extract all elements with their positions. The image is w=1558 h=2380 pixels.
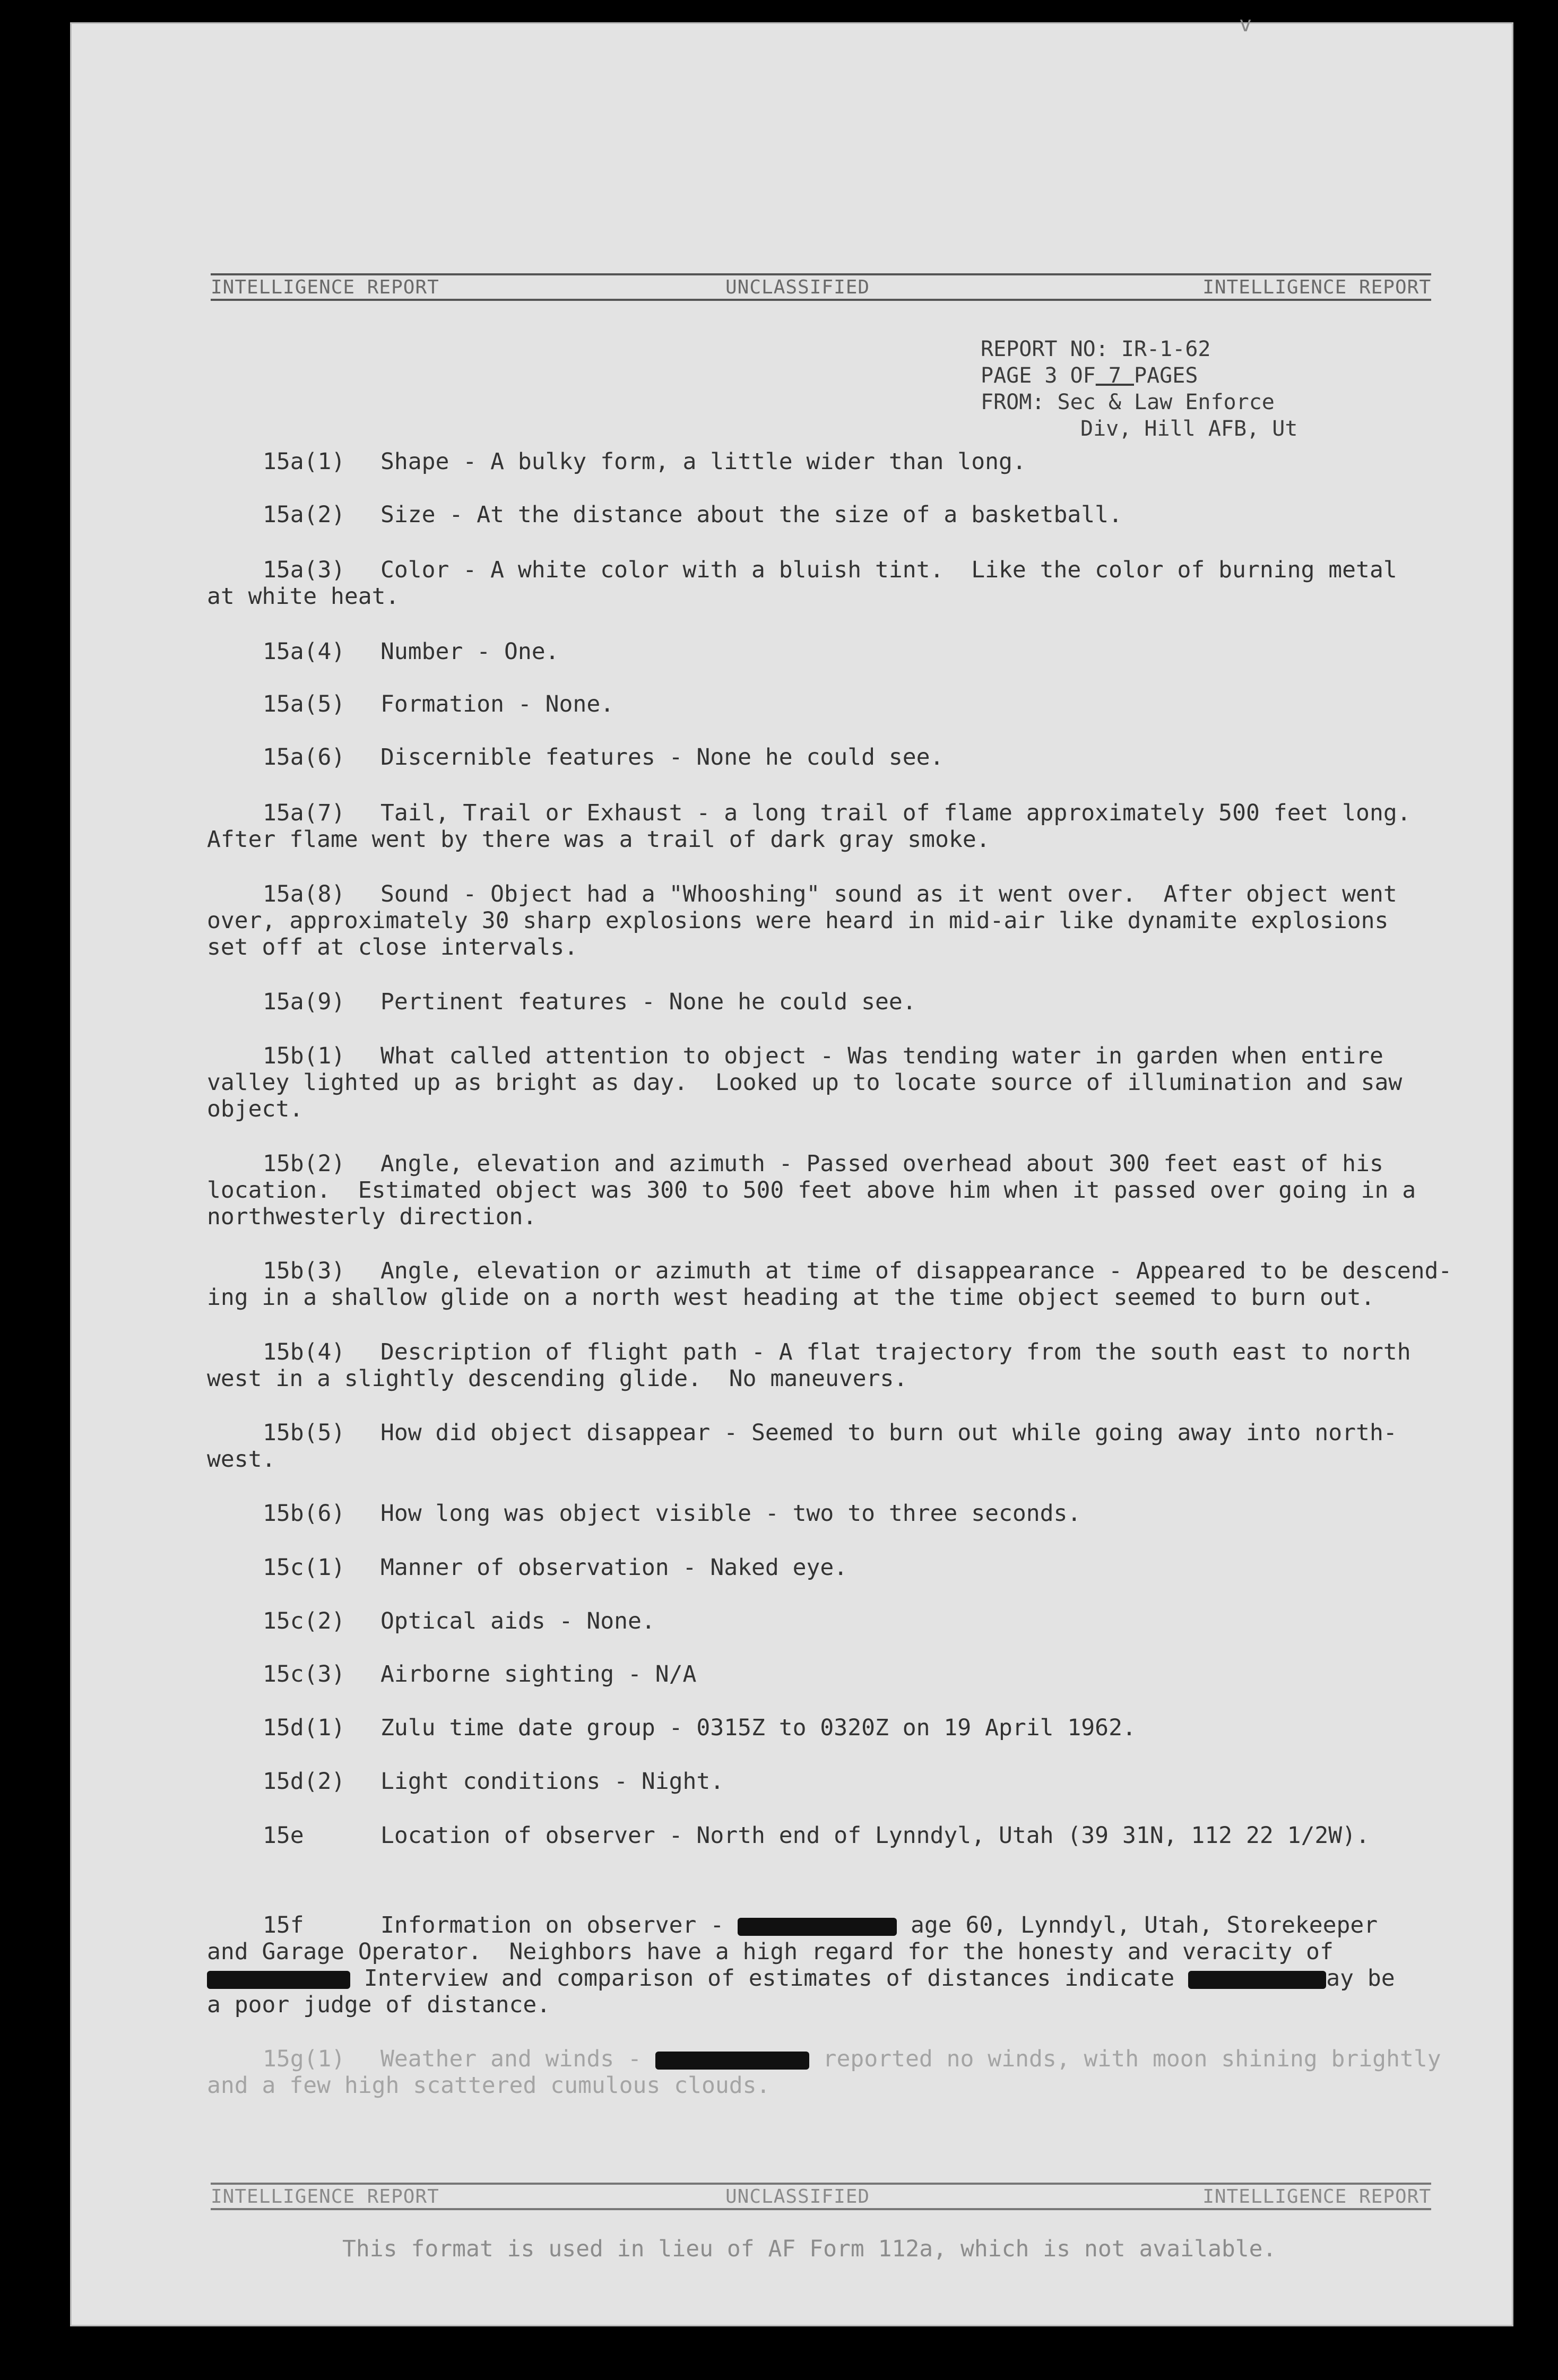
redaction-bar bbox=[1188, 1971, 1326, 1989]
item-15c1: 15c(1) Manner of observation - Naked eye. bbox=[263, 1554, 848, 1581]
header-banner bbox=[211, 273, 1431, 301]
item-15a1: 15a(1) Shape - A bulky form, a little wider than long. bbox=[263, 448, 1026, 475]
header-right: INTELLIGENCE REPORT bbox=[1202, 276, 1431, 298]
item-15g1: 15g(1) Weather and winds - reported no winds, with moon shining brightly and a few high scattered cumulous clouds. bbox=[207, 2046, 1441, 2099]
item-15e: 15e Location of observer - North end of Lynndyl, Utah (39 31N, 112 22 1/2W). bbox=[263, 1822, 1370, 1849]
from-line-1: FROM: Sec & Law Enforce bbox=[981, 390, 1275, 414]
redaction-bar bbox=[207, 1971, 350, 1989]
format-footnote: This format is used in lieu of AF Form 112a, which is not available. bbox=[342, 2236, 1277, 2262]
item-15a6: 15a(6) Discernible features - None he could see. bbox=[263, 744, 944, 771]
item-15a5: 15a(5) Formation - None. bbox=[263, 691, 614, 717]
item-15c2: 15c(2) Optical aids - None. bbox=[263, 1608, 655, 1634]
item-15a7: 15a(7) Tail, Trail or Exhaust - a long trail of flame approximately 500 feet long. After flame went by there was a trail of dark gray smoke. bbox=[207, 800, 1411, 853]
header-left: INTELLIGENCE REPORT bbox=[211, 276, 439, 298]
item-15a8: 15a(8) Sound - Object had a "Whooshing" sound as it went over. After object went over, approximately 30 sharp explosions were heard in mid-air like dynamite explosions set off at close intervals. bbox=[207, 881, 1397, 960]
footer-right: INTELLIGENCE REPORT bbox=[1202, 2186, 1431, 2208]
item-15b6: 15b(6) How long was object visible - two to three seconds. bbox=[263, 1500, 1081, 1527]
item-15b2: 15b(2) Angle, elevation and azimuth - Passed overhead about 300 feet east of his location. Estimated object was 300 to 500 feet above him when it passed over going in a northwesterly direction. bbox=[207, 1150, 1416, 1230]
document-page bbox=[70, 12, 1513, 2326]
item-15a3: 15a(3) Color - A white color with a bluish tint. Like the color of burning metal at white heat. bbox=[207, 557, 1397, 610]
item-15d2: 15d(2) Light conditions - Night. bbox=[263, 1768, 724, 1795]
redaction-bar bbox=[655, 2052, 809, 2070]
item-15f: 15f Information on observer - age 60, Lynndyl, Utah, Storekeeper and Garage Operator. Neighbors have a high regard for the honesty and veracity of Interview and comparison of estimates of distances indicate ay be a poor judge of distance. bbox=[207, 1912, 1395, 2018]
corner-mark: v bbox=[1239, 12, 1252, 37]
footer-left: INTELLIGENCE REPORT bbox=[211, 2186, 439, 2208]
report-number: REPORT NO: IR-1-62 bbox=[981, 337, 1211, 361]
item-15a9: 15a(9) Pertinent features - None he could see. bbox=[263, 989, 916, 1015]
footer-classification: UNCLASSIFIED bbox=[725, 2186, 870, 2208]
item-15a2: 15a(2) Size - At the distance about the size of a basketball. bbox=[263, 501, 1122, 528]
item-15b3: 15b(3) Angle, elevation or azimuth at time of disappearance - Appeared to be descend- ing in a shallow glide on a north west heading at the time object seemed to burn out. bbox=[207, 1258, 1452, 1311]
header-classification: UNCLASSIFIED bbox=[725, 276, 870, 298]
item-15b5: 15b(5) How did object disappear - Seemed to burn out while going away into north- west. bbox=[207, 1420, 1397, 1473]
item-15a4: 15a(4) Number - One. bbox=[263, 638, 559, 665]
item-15d1: 15d(1) Zulu time date group - 0315Z to 0320Z on 19 April 1962. bbox=[263, 1715, 1136, 1741]
from-line-2: Div, Hill AFB, Ut bbox=[1080, 417, 1298, 441]
page-count: PAGE 3 OF 7 PAGES bbox=[981, 364, 1198, 388]
item-15b4: 15b(4) Description of flight path - A flat trajectory from the south east to north west in a slightly descending glide. No maneuvers. bbox=[207, 1339, 1411, 1392]
item-15b1: 15b(1) What called attention to object - Was tending water in garden when entire valley lighted up as bright as day. Looked up to locate source of illumination and saw object. bbox=[207, 1043, 1403, 1122]
footer-banner bbox=[211, 2183, 1431, 2210]
item-15c3: 15c(3) Airborne sighting - N/A bbox=[263, 1661, 697, 1687]
redaction-bar bbox=[738, 1918, 897, 1936]
report-meta bbox=[981, 336, 1297, 442]
